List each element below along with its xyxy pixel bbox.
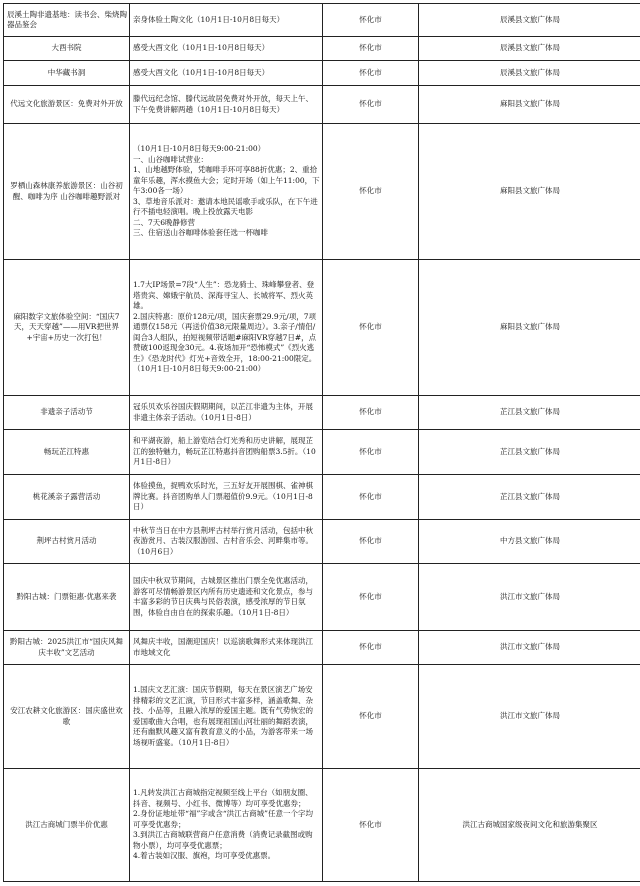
table-row [4, 665, 640, 769]
city-cell: 怀化市 [359, 14, 382, 24]
activity-description: 1.7大IP场景=7段“人生”：恐龙骑士、珠峰攀登者、登塔贵宾、嫦娥宇航员、深海寻宝人、长城将军、烈火英雄。 2.国庆特惠：原价128元/项，国庆套票29.9元/项，7项通票仅158元（再送价值38元限量周边）。3.亲子/情侣/闺合3人组队，拍短视频带话题#麻阳VR穿越7日#，点赞破100返现金30元。4.夜场加开“恐怖模式”《烈火逃生》《恐龙时代》灯光+音效全开，18:00-21:00限定。（10月1日-10月8日每天9:00-21:00） [133, 280, 317, 374]
activity-name: 黔阳古城：门票钜惠·优惠来袭 [16, 591, 117, 601]
activity-name: 麻阳数字文旅体验空间：“国庆7天，天天穿越”——用VR把世界+宇宙+历史一次打包！ [13, 311, 120, 342]
activity-description: （10月1日-10月8日每天9:00-21:00） 一、山谷咖啡试营业： 1、山地越野体验，凭咖啡手环可享88折优惠；2、重拾童年乐趣，浑水摸鱼大会；定时开场（如上午11:00，下午3:00各一场） 3、草地音乐派对：邀请本地民谣歌手或乐队，在下午进行不插电轻演唱。晚上投放露天电影 二、7天6晚静修营 三、住宿送山谷咖啡体验套任选一杯咖啡 [133, 144, 320, 238]
activity-name: 洪江古商城门票半价优惠 [25, 819, 108, 829]
table-row [4, 520, 640, 564]
organizer-cell: 洪江古商城国家级夜间文化和旅游集聚区 [462, 819, 598, 829]
table-row [4, 61, 640, 86]
table-row [4, 475, 640, 520]
organizer-cell: 辰溪县文旅广体局 [500, 43, 560, 53]
city-cell: 怀化市 [359, 67, 382, 77]
city-cell: 怀化市 [359, 186, 382, 196]
organizer-cell: 中方县文旅广体局 [500, 536, 560, 546]
city-cell: 怀化市 [359, 819, 382, 829]
organizer-cell: 芷江县文旅广体局 [500, 491, 560, 501]
activity-description: 感受大酉文化（10月1日-10月8日每天） [133, 43, 270, 53]
activity-description: 中秋节当日在中方县荆坪古村举行赏月活动，包括中秋夜游赏月、古装汉服游园、古村音乐会、河畔集市等。（10月6日） [133, 525, 313, 556]
table-row [4, 769, 640, 882]
table-row [4, 37, 640, 61]
table-row [4, 396, 640, 430]
activity-description: 亲身体验土陶文化（10月1日-10月8日每天） [133, 14, 285, 24]
activity-description: 冠乐贝欢乐谷国庆假期期间，以芷江非遗为主体，开展非遗主体亲子活动。（10月1日-8日） [133, 402, 313, 422]
table-row [4, 260, 640, 396]
city-cell: 怀化市 [359, 99, 382, 109]
table-row [4, 124, 640, 260]
activity-name: 桃花溪亲子露营活动 [32, 491, 101, 501]
activity-table [3, 3, 640, 882]
organizer-cell: 辰溪县文旅广体局 [500, 67, 560, 77]
activity-name: 罗栖山森林康养旅游景区：山谷初醒、咖啡为序 山谷咖啡趣野派对 [10, 181, 123, 201]
table-row [4, 564, 640, 631]
activity-description: 风舞庆丰收，国潮迎国庆！以巡演歌舞形式来体现洪江市地域文化 [133, 637, 313, 657]
organizer-cell: 麻阳县文旅广体局 [500, 186, 560, 196]
activity-name: 安江农耕文化旅游区：国庆盛世欢歌 [10, 706, 123, 726]
organizer-cell: 芷江县文旅广体局 [500, 407, 560, 417]
activity-description: 国庆中秋双节期间，古城景区推出门票全免优惠活动，游客可尽情畅游景区内所有历史遗迹和文化景点，参与丰富多彩的节日庆典与民俗表演，感受浓厚的节日氛围，体验自由自在的探索乐趣。（10月1日-8日） [133, 576, 313, 617]
organizer-cell: 麻阳县文旅广体局 [500, 99, 560, 109]
city-cell: 怀化市 [359, 446, 382, 456]
activity-name: 大酉书院 [51, 43, 82, 53]
activity-description: 感受大酉文化（10月1日-10月8日每天） [133, 67, 270, 77]
table-row [4, 4, 640, 37]
activity-description: 体验摸鱼，捉鸭欢乐时光，三五好友开展围棋、雀神棋牌比赛。抖音团购单人门票超值价9.9元。（10月1日-8日） [133, 481, 313, 512]
activity-name: 辰溪土陶非遗基地：读书会、柴烧陶器品鉴会 [7, 9, 127, 29]
activity-name: 非遗亲子活动节 [40, 407, 93, 417]
table-row [4, 430, 640, 475]
organizer-cell: 麻阳县文旅广体局 [500, 322, 560, 332]
city-cell: 怀化市 [359, 711, 382, 721]
table-row [4, 631, 640, 665]
activity-name: 代远文化旅游景区：免费对外开放 [10, 99, 123, 109]
activity-name: 中华藏书洞 [47, 67, 86, 77]
organizer-cell: 芷江县文旅广体局 [500, 446, 560, 456]
activity-description: 1.国庆文艺汇演：国庆节假期，每天在景区演艺广场安排精彩的文艺汇演，节目形式丰富多样，涵盖歌舞、杂技、小品等，且融入浓厚的爱国主题。既有气势恢宏的爱国歌曲大合唱，也有展现祖国山河壮丽的舞蹈表演，还有幽默风趣又富有教育意义的小品，为游客带来一场场视听盛宴。（10月1日-8日） [133, 685, 313, 747]
organizer-cell: 辰溪县文旅广体局 [500, 14, 560, 24]
activity-description: 滕代远纪念馆、滕代远故居免费对外开放，每天上午、下午免费讲解两趟（10月1日-10月8日每天） [133, 94, 313, 114]
table-row [4, 86, 640, 124]
organizer-cell: 洪江市文旅广体局 [500, 591, 560, 601]
activity-name: 畅玩芷江特惠 [44, 446, 89, 456]
activity-name: 荆坪古村赏月活动 [36, 536, 97, 546]
activity-description: 和平湖夜游，船上游览结合灯光秀和历史讲解，展现芷江的独特魅力，畅玩芷江特惠抖音团购船票3.5折。（10月1日-8日） [133, 436, 316, 467]
city-cell: 怀化市 [359, 43, 382, 53]
city-cell: 怀化市 [359, 407, 382, 417]
city-cell: 怀化市 [359, 536, 382, 546]
activity-description: 1.凡转发洪江古商城指定视频至线上平台（如朋友圈、抖音、视频号、小红书、微博等）均可享受优惠券； 2.身份证地址带“福”字或含“洪江古商城”任意一个字均可享受优惠券； 3.到洪江古商城联营商户任意消费（消费记录截图或购物小票），均可享受优惠票； 4.着古装如汉服、旗袍，均可享受优惠票。 [133, 788, 313, 861]
activity-name: 黔阳古城：2025洪江市“国庆风舞庆丰收”文艺活动 [10, 637, 123, 657]
organizer-cell: 洪江市文旅广体局 [500, 642, 560, 652]
city-cell: 怀化市 [359, 642, 382, 652]
organizer-cell: 洪江市文旅广体局 [500, 711, 560, 721]
city-cell: 怀化市 [359, 491, 382, 501]
city-cell: 怀化市 [359, 322, 382, 332]
city-cell: 怀化市 [359, 591, 382, 601]
